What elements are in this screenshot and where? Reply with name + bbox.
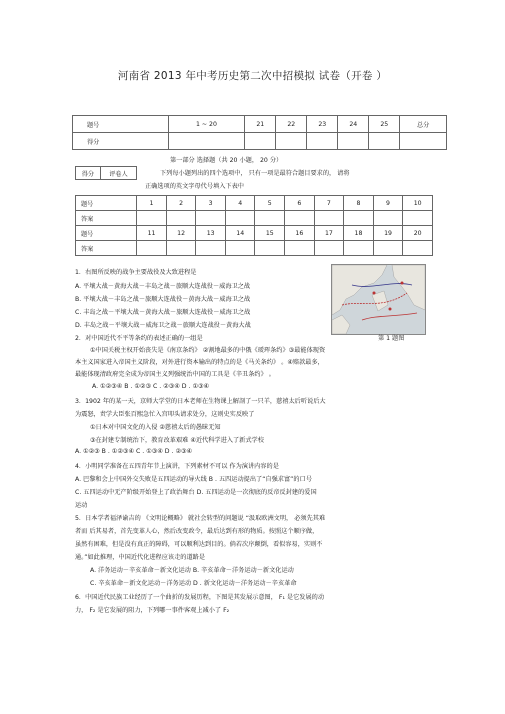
answer-number: 5	[255, 196, 285, 211]
part1-instruction-1: 下列每小题列出的四个选项中， 只有一项是最符合题目要求的， 请将	[160, 170, 350, 177]
answer-cell[interactable]	[225, 211, 255, 226]
score-header: 25	[369, 116, 400, 133]
answer-cell[interactable]	[196, 241, 226, 256]
grader-reviewer-label: 评卷人	[100, 167, 136, 180]
q5-options: C. 辛亥革命－新文化运动－洋务运动 D . 新文化运动－洋务运动－辛亥革命	[90, 580, 297, 587]
answer-number: 2	[166, 196, 196, 211]
score-cell	[369, 133, 400, 150]
score-row-label: 题号	[73, 116, 169, 133]
q4-options: C. 五四运动中无产阶级开始登上了政治舞台 D. 五四运动是一次彻底的反帝反封建的爱国	[75, 489, 317, 496]
q2-text: 最能体现清政府完全成为帝国主义列强统治中国的工具是《辛丑条约》 。	[75, 371, 275, 378]
q3-text: ③在封建专制统治下，教育改革艰难 ④近代科学进入了新式学校	[90, 437, 264, 444]
answer-row-label: 题号	[76, 196, 137, 211]
answer-number: 18	[344, 226, 374, 241]
answer-cell[interactable]	[166, 241, 196, 256]
q1-option-b: B. 平壤大战－丰岛之战－旅顺大连战役－黄海大战－威海卫之战	[75, 296, 251, 303]
q3-options: A. ①②③ B . ①②③④ C . ①③④ D . ②③④	[75, 448, 193, 455]
answer-cell[interactable]	[255, 211, 285, 226]
answer-cell[interactable]	[285, 241, 315, 256]
answer-row-label: 题号	[76, 226, 137, 241]
answer-cell[interactable]	[344, 241, 374, 256]
answer-cell[interactable]	[403, 211, 433, 226]
score-header: 23	[307, 116, 338, 133]
q4-options: 运动	[75, 502, 88, 509]
answer-cell[interactable]	[403, 241, 433, 256]
answer-cell[interactable]	[373, 211, 403, 226]
answer-cell[interactable]	[166, 211, 196, 226]
question-1: 1．右图所反映的战争主要战役及大致进程是	[75, 269, 197, 276]
score-header: 1 ~ 20	[168, 116, 245, 133]
answer-number: 9	[373, 196, 403, 211]
score-table	[72, 115, 447, 150]
q4-options: A. 巴黎和会上中国外交失败是五四运动的导火线 B . 五四运动提出了“自强求富”的口号	[75, 476, 312, 483]
answer-cell[interactable]	[344, 211, 374, 226]
q3-text: ①日本对中国文化的入侵 ②慈禧太后的愚昧无知	[90, 424, 221, 431]
answer-number: 4	[225, 196, 255, 211]
grader-score-label: 得分	[76, 167, 101, 180]
answer-label: 答案	[76, 211, 137, 226]
q2-text: ①中国关税主权开始丧失是《南京条约》 ②割地最多的中俄《瑷珲条约》③最能体现资	[90, 347, 326, 354]
q1-option-a: A. 平壤大战－黄海大战－丰岛之战－旅顺大连战役－威海卫之战	[75, 283, 251, 290]
answer-number: 17	[314, 226, 344, 241]
score-cell	[276, 133, 307, 150]
answer-number: 10	[403, 196, 433, 211]
question-6: 6．中国近代民族工业经历了一个曲折的发展历程，下图是其发展示意图， F₁ 是它发展的动	[75, 594, 325, 601]
part1-heading: 第一部分 选择题（共 20 小题， 20 分）	[170, 157, 283, 164]
answer-label: 答案	[76, 241, 137, 256]
answer-number: 11	[137, 226, 167, 241]
question-2: 2．对中国近代不平等条约的表述正确的一组是	[75, 335, 203, 342]
map-illustration	[332, 265, 425, 334]
q5-text: 者而 后其易者，首先变革人心，然后改变政令，最后达到有形的物质。按照这个顺序做，	[75, 528, 319, 535]
answer-cell[interactable]	[314, 211, 344, 226]
answer-number: 7	[314, 196, 344, 211]
answer-number: 1	[137, 196, 167, 211]
q5-text: 虽然有困难，但是没有真正的障碍，可以顺利达到目的。倘若次序颠倒，看似容易，实则不	[75, 541, 323, 548]
answer-number: 19	[373, 226, 403, 241]
q1-option-c: C. 丰岛之战－平壤大战－黄海大战－旅顺大连战役－威海卫之战	[75, 309, 251, 316]
score-cell	[307, 133, 338, 150]
score-header: 24	[338, 116, 369, 133]
question-4: 4．小明同学准备在五四青年节上演讲，下列素材不可以 作为演讲内容的是	[75, 463, 279, 470]
answer-number: 20	[403, 226, 433, 241]
answer-table	[75, 195, 433, 256]
war-map-image	[331, 264, 426, 335]
answer-cell[interactable]	[285, 211, 315, 226]
q5-text: 通。”如此推理，中国近代化进程应该走的道路是	[75, 554, 206, 561]
answer-cell[interactable]	[314, 241, 344, 256]
page-title: 河南省 2013 年中考历史第二次中招模拟 试卷（开卷 ）	[117, 70, 388, 82]
q6-text: 力， F₂ 是它发展的阻力，下列哪一事件客观上减小了 F₂	[75, 607, 230, 614]
score-cell	[168, 133, 245, 150]
score-header: 21	[245, 116, 276, 133]
q3-text: 为震怒，责学大臣张百熙急忙入宫叩头请求处分，这则史实反映了	[75, 411, 255, 418]
q5-options: A. 洋务运动－辛亥革命－新文化运动 B. 辛亥革命－洋务运动－新文化运动	[90, 567, 294, 574]
answer-number: 8	[344, 196, 374, 211]
answer-cell[interactable]	[196, 211, 226, 226]
answer-number: 15	[255, 226, 285, 241]
score-cell	[400, 133, 447, 150]
score-header: 22	[276, 116, 307, 133]
score-header: 总分	[400, 116, 447, 133]
answer-number: 6	[285, 196, 315, 211]
answer-number: 12	[166, 226, 196, 241]
score-cell	[245, 133, 276, 150]
score-cell	[338, 133, 369, 150]
map-caption: 第 1 题图	[378, 335, 405, 342]
question-3: 3．1902 年的某一天，京师大学堂的日本老师在生物课上解剖了一只羊，慈禧太后听说后大	[75, 398, 326, 405]
part1-instruction-2: 正确选项的英文字母代号填入下表中	[145, 183, 244, 190]
question-5: 5．日本学者福泽谕吉的 《文明论概略》 就社会转型的问题说 “汲取欧洲文明， 必须先其难	[75, 515, 326, 522]
answer-cell[interactable]	[255, 241, 285, 256]
q1-option-d: D. 丰岛之战－平壤大战－威海卫之战－旅顺大连战役－黄海大战	[75, 322, 251, 329]
answer-number: 14	[225, 226, 255, 241]
q2-text: 本主义国家进入帝国主义阶段，对外进行资本输出的特点的是《马关条约》 。④赔款最多，	[75, 359, 324, 366]
score-label: 得分	[73, 133, 169, 150]
answer-cell[interactable]	[137, 211, 167, 226]
answer-number: 3	[196, 196, 226, 211]
answer-cell[interactable]	[225, 241, 255, 256]
q2-options: A. ①②③④ B . ①②③ C . ②③④ D . ①③④	[92, 383, 210, 390]
answer-cell[interactable]	[137, 241, 167, 256]
answer-number: 16	[285, 226, 315, 241]
answer-cell[interactable]	[373, 241, 403, 256]
grader-table	[75, 166, 137, 180]
answer-number: 13	[196, 226, 226, 241]
